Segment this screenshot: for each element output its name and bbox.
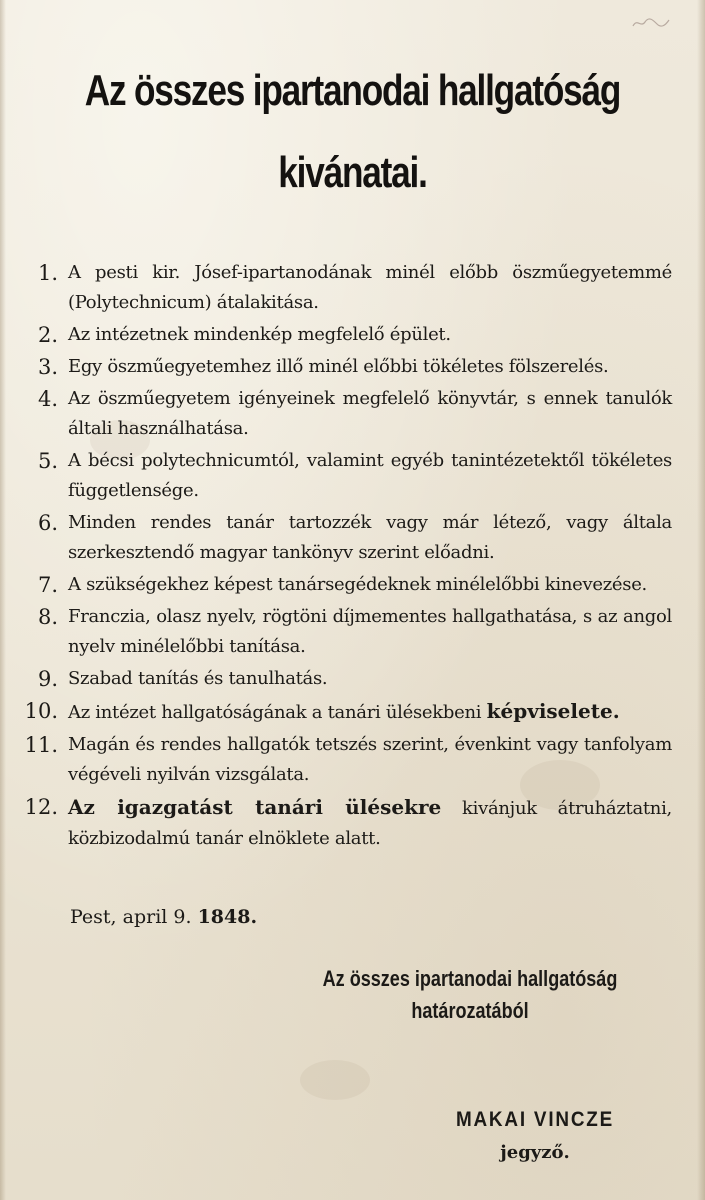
list-item: [0, 696, 705, 728]
list-item: [0, 570, 705, 600]
item-text: Magán és rendes hallgatók tetszés szerint, évenkint vagy tanfolyam végéveli nyilván vizsgálata.: [68, 734, 672, 785]
item-text-plain: Az intézet hallgatóságának a tanári ülésekbeni: [68, 702, 487, 723]
item-number: 7.: [37, 573, 58, 597]
list-item: [0, 258, 705, 318]
item-text: [68, 792, 672, 854]
signer-role: jegyző.: [500, 1142, 570, 1163]
item-number: 9.: [37, 667, 58, 691]
list-item: [0, 730, 705, 790]
item-text-plain: kivánjuk átruháztatni, közbizodalmú tanár elnöklete alatt.: [68, 798, 672, 849]
item-text: [68, 696, 672, 728]
item-text: Szabad tanítás és tanulhatás.: [68, 668, 328, 689]
pencil-mark-icon: [631, 14, 671, 32]
paper-stain: [300, 1060, 370, 1100]
item-number: 8.: [37, 605, 58, 629]
item-number: 6.: [37, 511, 58, 535]
item-text: Az öszműegyetem igényeinek megfelelő könyvtár, s ennek tanulók általi használhatása.: [68, 388, 672, 439]
item-text: Franczia, olasz nyelv, rögtöni díjmementes hallgathatása, s az angol nyelv minélelőbbi tanítása.: [68, 606, 672, 657]
list-item: [0, 602, 705, 662]
item-number: 4.: [37, 387, 58, 411]
signature-line1: Az összes ipartanodai hallgatóság: [322, 966, 618, 991]
signer-name: MAKAI VINCZE: [455, 1108, 615, 1131]
item-text-emphasis: Az igazgatást tanári ülésekre: [68, 795, 442, 819]
item-number: 2.: [37, 323, 58, 347]
list-item: [0, 446, 705, 506]
item-text: A pesti kir. Jósef-ipartanodának minél előbb öszműegyetemmé (Polytechnicum) átalakitása.: [68, 262, 672, 313]
item-text: A szükségekhez képest tanársegédeknek minélelőbbi kinevezése.: [68, 574, 647, 595]
date-line: [70, 906, 257, 928]
list-item: [0, 508, 705, 568]
date-year: 1848.: [197, 906, 258, 928]
list-item: [0, 320, 705, 350]
demands-list: [0, 258, 705, 856]
item-number: 5.: [37, 449, 58, 473]
item-number: 3.: [37, 355, 58, 379]
item-text: Minden rendes tanár tartozzék vagy már létező, vagy általa szerkesztendő magyar tankönyv szerint előadni.: [68, 512, 672, 563]
item-number: 1.: [37, 261, 58, 285]
date-place: Pest, april 9.: [70, 906, 198, 928]
item-text: A bécsi polytechnicumtól, valamint egyéb tanintézetektől tökéletes függetlensége.: [68, 450, 672, 501]
list-item: [0, 352, 705, 382]
item-text-emphasis: képviselete.: [486, 699, 620, 723]
item-text: Az intézetnek mindenkép megfelelő épület.: [68, 324, 451, 345]
document-title-line1: Az összes ipartanodai hallgatóság: [84, 66, 621, 115]
list-item: [0, 384, 705, 444]
list-item: [0, 792, 705, 854]
item-number: 12.: [24, 795, 58, 819]
item-number: 11.: [24, 733, 58, 757]
signature-line2: határozatából: [411, 998, 529, 1023]
item-number: 10.: [24, 699, 58, 723]
list-item: [0, 664, 705, 694]
document-title-line2: kivánatai.: [278, 148, 427, 197]
item-text: Egy öszműegyetemhez illő minél előbbi tökéletes fölszerelés.: [68, 356, 609, 377]
